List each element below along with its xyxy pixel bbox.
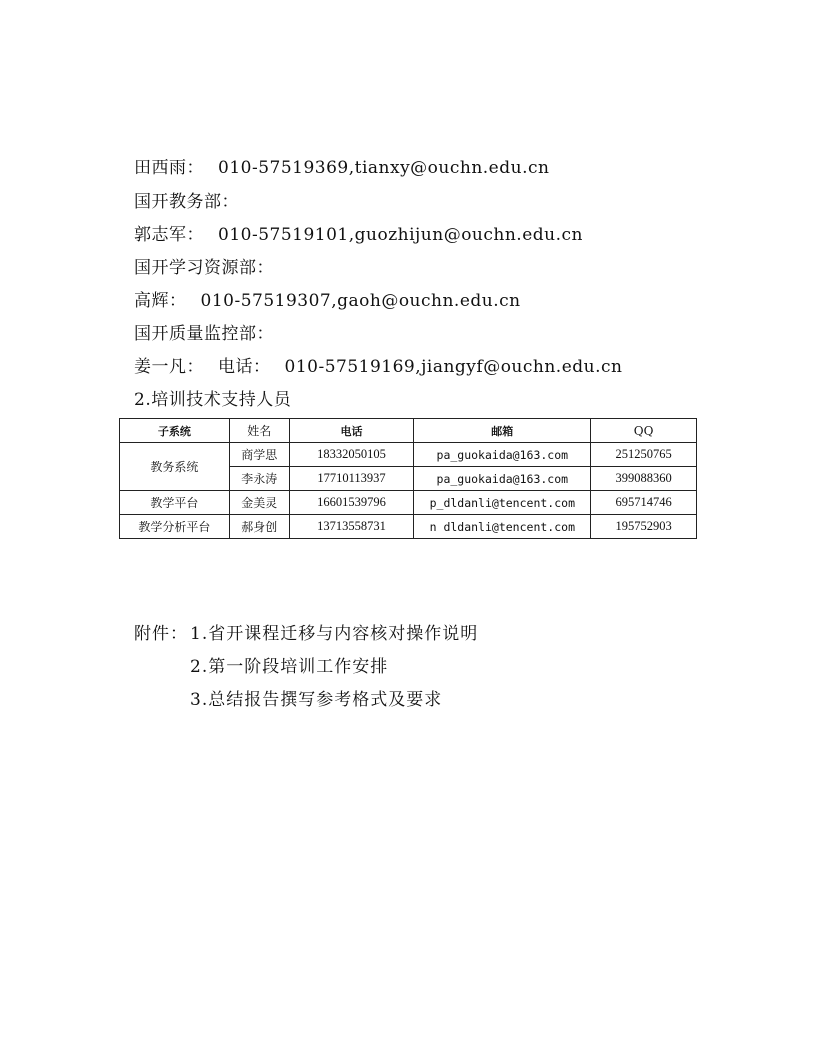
cell-email: pa_guokaida@163.com bbox=[414, 467, 591, 491]
cell-phone: 16601539796 bbox=[289, 491, 414, 515]
cell-subsystem: 教学分析平台 bbox=[120, 515, 230, 539]
attachment-item: 2.第一阶段培训工作安排 bbox=[190, 657, 389, 677]
phone-label: 电话： bbox=[218, 357, 271, 377]
table-row bbox=[120, 491, 697, 515]
cell-name: 金美灵 bbox=[229, 491, 289, 515]
contact-info: 010-57519307,gaoh@ouchn.edu.cn bbox=[200, 291, 521, 311]
cell-subsystem: 教务系统 bbox=[120, 443, 230, 491]
department-heading: 国开教务部： bbox=[134, 192, 239, 212]
attachment-item: 1.省开课程迁移与内容核对操作说明 bbox=[190, 624, 479, 644]
contact-info: 010-57519101,guozhijun@ouchn.edu.cn bbox=[218, 225, 583, 245]
contact-info: 010-57519169,jiangyf@ouchn.edu.cn bbox=[284, 357, 623, 377]
cell-email: n dldanli@tencent.com bbox=[414, 515, 591, 539]
cell-phone: 18332050105 bbox=[289, 443, 414, 467]
col-header-subsystem: 子系统 bbox=[120, 419, 230, 443]
cell-name: 郝身创 bbox=[229, 515, 289, 539]
department-heading: 国开学习资源部： bbox=[134, 258, 274, 278]
attachments-label: 附件： bbox=[134, 624, 188, 644]
contact-line bbox=[134, 224, 583, 246]
cell-qq: 695714746 bbox=[591, 491, 697, 515]
contact-name: 姜一凡： bbox=[134, 357, 204, 377]
contact-info: 010-57519369,tianxy@ouchn.edu.cn bbox=[218, 158, 550, 178]
cell-qq: 195752903 bbox=[591, 515, 697, 539]
cell-qq: 251250765 bbox=[591, 443, 697, 467]
contact-name: 郭志军： bbox=[134, 225, 204, 245]
contact-line bbox=[134, 290, 521, 312]
cell-name: 商学思 bbox=[229, 443, 289, 467]
cell-email: pa_guokaida@163.com bbox=[414, 443, 591, 467]
cell-subsystem: 教学平台 bbox=[120, 491, 230, 515]
cell-qq: 399088360 bbox=[591, 467, 697, 491]
contact-name: 高辉： bbox=[134, 291, 187, 311]
department-heading: 国开质量监控部： bbox=[134, 324, 274, 344]
col-header-email: 邮箱 bbox=[414, 419, 591, 443]
section-title: 2.培训技术支持人员 bbox=[134, 390, 292, 410]
cell-email: p_dldanli@tencent.com bbox=[414, 491, 591, 515]
table-header-row bbox=[120, 419, 697, 443]
contact-name: 田西雨： bbox=[134, 158, 204, 178]
support-staff-table bbox=[119, 418, 697, 539]
cell-name: 李永涛 bbox=[229, 467, 289, 491]
col-header-name: 姓名 bbox=[229, 419, 289, 443]
cell-phone: 13713558731 bbox=[289, 515, 414, 539]
contact-line bbox=[134, 157, 549, 179]
col-header-qq: QQ bbox=[591, 419, 697, 443]
table-row bbox=[120, 515, 697, 539]
table-row bbox=[120, 443, 697, 467]
contact-line bbox=[134, 356, 622, 378]
col-header-phone: 电话 bbox=[289, 419, 414, 443]
attachment-item: 3.总结报告撰写参考格式及要求 bbox=[190, 690, 443, 710]
cell-phone: 17710113937 bbox=[289, 467, 414, 491]
